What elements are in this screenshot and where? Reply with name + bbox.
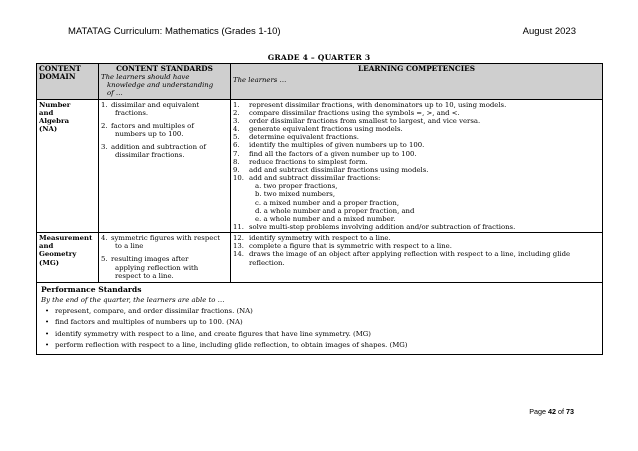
competency-number: 13. bbox=[233, 242, 244, 251]
competency-text: identify symmetry with respect to a line. bbox=[249, 234, 391, 243]
performance-item bbox=[41, 318, 598, 326]
competency-number: 6. bbox=[233, 141, 240, 150]
header-date: August 2023 bbox=[522, 26, 576, 37]
competency-number: 9. bbox=[233, 165, 240, 174]
competency-text: identify the multiples of given numbers up to 100. bbox=[249, 141, 425, 150]
competency-sub-item: c. a mixed number and a proper fraction, bbox=[255, 198, 400, 207]
standard-text: applying reflection with bbox=[115, 263, 199, 272]
current-page: 42 bbox=[548, 407, 556, 416]
competency-item bbox=[233, 234, 600, 242]
domain-line: Algebra bbox=[39, 116, 70, 125]
header-domain-line: DOMAIN bbox=[39, 72, 76, 82]
standard-item bbox=[101, 234, 228, 250]
standard-text: numbers up to 100. bbox=[115, 130, 184, 139]
table-row bbox=[37, 233, 603, 283]
performance-text: find factors and multiples of numbers up to 100. (NA) bbox=[55, 318, 243, 327]
performance-intro: By the end of the quarter, the learners are able to … bbox=[41, 296, 225, 305]
competency-text: determine equivalent fractions. bbox=[249, 133, 359, 142]
header-competencies-intro: The learners … bbox=[233, 76, 287, 85]
standard-text: fractions. bbox=[115, 108, 149, 117]
page-number bbox=[529, 407, 574, 416]
standard-number: 2. bbox=[101, 121, 108, 130]
competency-sub-item: a. two proper fractions, bbox=[255, 182, 338, 191]
performance-text: perform reflection with respect to a line, including glide reflection, to obtain images of shapes. (MG) bbox=[55, 340, 408, 349]
standard-number: 5. bbox=[101, 255, 108, 264]
domain-line: (MG) bbox=[39, 258, 60, 267]
standard-item bbox=[101, 255, 228, 279]
competency-item bbox=[233, 250, 600, 266]
domain-line: and bbox=[39, 242, 54, 251]
competency-text: complete a figure that is symmetric with respect to a line. bbox=[249, 242, 452, 251]
performance-standards-cell bbox=[37, 282, 603, 354]
bullet-icon: • bbox=[45, 340, 50, 349]
competency-sub-item: e. a whole number and a mixed number. bbox=[255, 214, 396, 223]
competency-number: 4. bbox=[233, 125, 240, 134]
standards-cell bbox=[99, 233, 231, 283]
header-standards-intro: The learners should have bbox=[101, 73, 190, 82]
competency-text: represent dissimilar fractions, with denominators up to 10, using models. bbox=[249, 100, 507, 109]
competency-number: 11. bbox=[233, 222, 244, 231]
standard-item bbox=[101, 101, 228, 117]
total-pages: 73 bbox=[566, 407, 574, 416]
standard-text: factors and multiples of bbox=[111, 121, 194, 130]
competency-item bbox=[233, 101, 600, 109]
performance-standards-row bbox=[37, 282, 603, 354]
standard-item bbox=[101, 143, 228, 159]
standards-cell bbox=[99, 99, 231, 233]
competency-text: order dissimilar fractions from smallest to largest, and vice versa. bbox=[249, 116, 481, 125]
competency-text: generate equivalent fractions using models. bbox=[249, 125, 403, 134]
performance-text: represent, compare, and order dissimilar fractions. (NA) bbox=[55, 307, 253, 316]
competency-number: 2. bbox=[233, 108, 240, 117]
competency-number: 7. bbox=[233, 149, 240, 158]
standard-text: addition and subtraction of bbox=[111, 143, 206, 152]
competency-item bbox=[233, 223, 600, 231]
performance-text: identify symmetry with respect to a line, and create figures that have line symmetry. (MG) bbox=[55, 329, 371, 338]
competency-number: 14. bbox=[233, 250, 244, 259]
standard-text: respect to a line. bbox=[115, 271, 174, 280]
grade-quarter-title: GRADE 4 – QUARTER 3 bbox=[267, 53, 371, 62]
domain-line: and bbox=[39, 108, 54, 117]
competency-item bbox=[233, 117, 600, 125]
standard-text: symmetric figures with respect bbox=[111, 234, 220, 243]
competency-number: 5. bbox=[233, 133, 240, 142]
competencies-cell bbox=[231, 233, 603, 283]
curriculum-table bbox=[36, 63, 603, 355]
table-header-row bbox=[37, 64, 603, 100]
header-standards-title: CONTENT STANDARDS bbox=[116, 64, 213, 73]
competency-item bbox=[233, 242, 600, 250]
competency-item bbox=[233, 141, 600, 149]
competency-item bbox=[233, 158, 600, 166]
standard-item bbox=[101, 122, 228, 138]
performance-title: Performance Standards bbox=[41, 284, 142, 294]
competency-item bbox=[233, 133, 600, 141]
competency-number: 1. bbox=[233, 100, 240, 109]
performance-item bbox=[41, 307, 598, 315]
domain-cell bbox=[37, 233, 99, 283]
performance-item bbox=[41, 341, 598, 349]
competency-number: 10. bbox=[233, 174, 244, 183]
table-row bbox=[37, 99, 603, 233]
competency-text: reduce fractions to simplest form. bbox=[249, 157, 368, 166]
standard-text: dissimilar and equivalent bbox=[111, 100, 200, 109]
standard-number: 1. bbox=[101, 100, 108, 109]
header-domain-line: CONTENT bbox=[39, 64, 81, 73]
page-prefix: Page bbox=[529, 407, 548, 416]
competency-item bbox=[233, 125, 600, 133]
performance-item bbox=[41, 330, 598, 338]
bullet-icon: • bbox=[45, 318, 50, 327]
standard-number: 4. bbox=[101, 234, 108, 243]
competency-text: add and subtract dissimilar fractions using models. bbox=[249, 165, 429, 174]
bullet-icon: • bbox=[45, 307, 50, 316]
header-content-standards bbox=[99, 64, 231, 100]
domain-line: Number bbox=[39, 100, 71, 109]
competency-number: 12. bbox=[233, 234, 244, 243]
competency-text: add and subtract dissimilar fractions: bbox=[249, 174, 381, 183]
header-competencies-title: LEARNING COMPETENCIES bbox=[358, 64, 475, 73]
bullet-icon: • bbox=[45, 329, 50, 338]
standard-text: resulting images after bbox=[111, 255, 189, 264]
competency-item bbox=[233, 109, 600, 117]
competency-text: find all the factors of a given number up to 100. bbox=[249, 149, 417, 158]
competency-item bbox=[233, 150, 600, 158]
domain-line: Measurement bbox=[39, 234, 93, 243]
header-learning-competencies bbox=[231, 64, 603, 100]
header-standards-intro: of … bbox=[107, 89, 123, 98]
domain-cell bbox=[37, 99, 99, 233]
competency-sub-item: b. two mixed numbers, bbox=[255, 190, 336, 199]
standard-number: 3. bbox=[101, 143, 108, 152]
competency-number: 3. bbox=[233, 116, 240, 125]
competencies-cell bbox=[231, 99, 603, 233]
competency-text: solve multi-step problems involving addition and/or subtraction of fractions. bbox=[249, 222, 516, 231]
competency-item bbox=[233, 174, 600, 182]
page-of: of bbox=[556, 407, 566, 416]
competency-item bbox=[233, 166, 600, 174]
header-content-domain bbox=[37, 64, 99, 100]
standard-text: dissimilar fractions. bbox=[115, 151, 185, 160]
competency-number: 8. bbox=[233, 157, 240, 166]
competency-text: draws the image of an object after applying reflection with respect to a line, including glide reflection. bbox=[249, 250, 571, 267]
curriculum-title: MATATAG Curriculum: Mathematics (Grades 1-10) bbox=[68, 26, 281, 37]
domain-line: Geometry bbox=[39, 250, 77, 259]
standard-text: to a line bbox=[115, 242, 144, 251]
header-standards-intro: knowledge and understanding bbox=[107, 81, 214, 90]
competency-sub-item: d. a whole number and a proper fraction, and bbox=[255, 206, 415, 215]
domain-line: (NA) bbox=[39, 125, 58, 134]
competency-text: compare dissimilar fractions using the symbols =, >, and <. bbox=[249, 108, 460, 117]
